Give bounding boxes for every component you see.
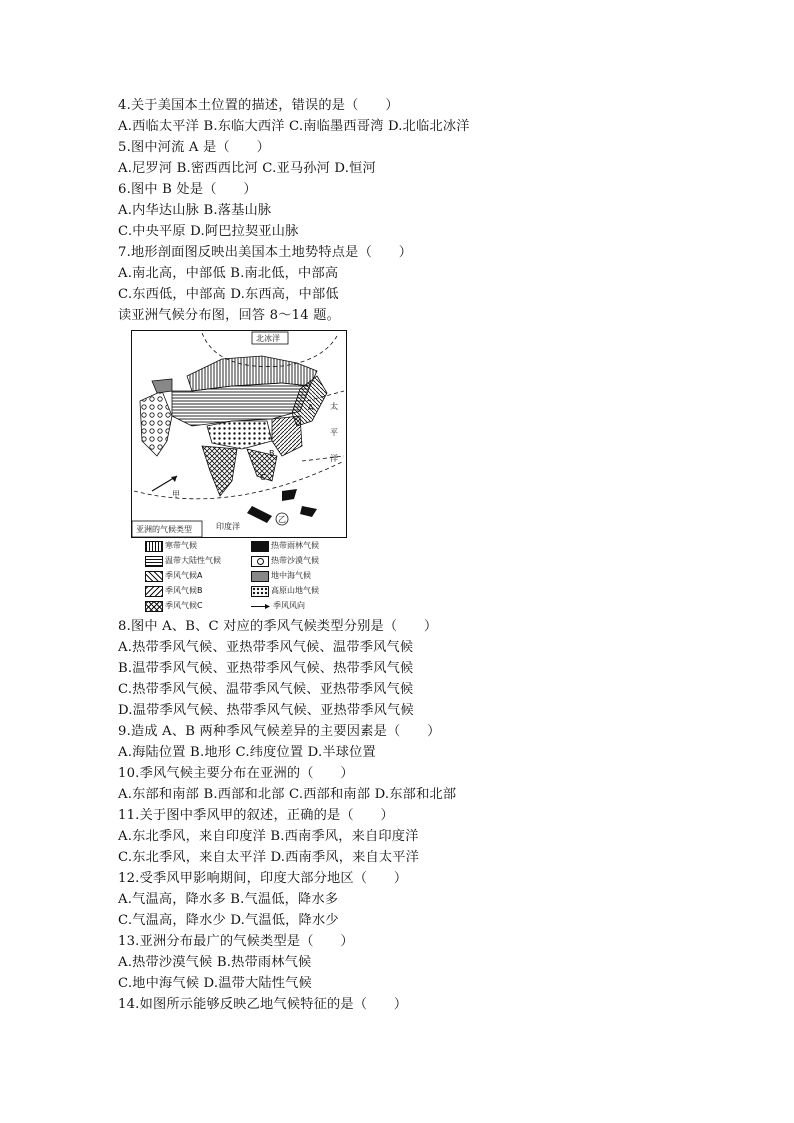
options-10: A.东部和南部 B.西部和北部 C.西部和南部 D.东部和北部 <box>118 787 457 802</box>
question-11: 11.关于图中季风甲的叙述，正确的是（ ） <box>118 808 394 823</box>
legend-label-plateau: 高原山地气候 <box>271 586 319 595</box>
legend-label-rainforest: 热带雨林气候 <box>271 541 319 550</box>
options-6b: C.中央平原 D.阿巴拉契亚山脉 <box>118 224 299 239</box>
label-C: C <box>260 473 266 482</box>
question-8: 8.图中 A、B、C 对应的季风气候类型分别是（ ） <box>118 619 438 634</box>
legend-arrow-icon <box>251 602 271 611</box>
question-13: 13.亚洲分布最广的气候类型是（ ） <box>118 934 354 949</box>
legend-label-continental: 温带大陆性气候 <box>165 556 221 565</box>
legend-swatch-continental <box>145 556 163 567</box>
question-7: 7.地形剖面图反映出美国本土地势特点是（ ） <box>118 245 413 260</box>
legend-swatch-plateau <box>251 586 269 597</box>
question-9: 9.造成 A、B 两种季风气候差异的主要因素是（ ） <box>118 724 441 739</box>
section-intro: 读亚洲气候分布图，回答 8～14 题。 <box>118 308 340 323</box>
options-11a: A.东北季风，来自印度洋 B.西南季风，来自印度洋 <box>118 829 419 844</box>
label-yi: 乙 <box>278 515 286 524</box>
legend-swatch-desert <box>251 556 269 567</box>
options-6a: A.内华达山脉 B.落基山脉 <box>118 203 272 218</box>
question-12: 12.受季风甲影响期间，印度大部分地区（ ） <box>118 871 408 886</box>
question-6: 6.图中 B 处是（ ） <box>118 182 257 197</box>
question-5: 5.图中河流 A 是（ ） <box>118 140 270 155</box>
options-9: A.海陆位置 B.地形 C.纬度位置 D.半球位置 <box>118 745 376 760</box>
options-7b: C.东西低，中部高 D.东西高，中部低 <box>118 287 339 302</box>
options-8d: D.温带季风气候、热带季风气候、亚热带季风气候 <box>118 703 414 718</box>
label-pacific-3: 洋 <box>330 454 338 463</box>
options-13a: A.热带沙漠气候 B.热带雨林气候 <box>118 955 312 970</box>
options-8c: C.热带季风气候、温带季风气候、亚热带季风气候 <box>118 682 414 697</box>
label-pacific-1: 太 <box>330 402 338 411</box>
label-A: A <box>308 403 314 412</box>
options-12b: C.气温高，降水少 D.气温低，降水少 <box>118 913 339 928</box>
label-pacific-2: 平 <box>330 428 338 437</box>
asia-climate-map <box>131 330 347 610</box>
label-arctic-ocean: 北冰洋 <box>256 334 280 343</box>
options-8a: A.热带季风气候、亚热带季风气候、温带季风气候 <box>118 640 414 655</box>
options-11b: C.东北季风，来自太平洋 D.西南季风，来自太平洋 <box>118 850 420 865</box>
legend-swatch-mediterranean <box>251 571 269 582</box>
legend-label-monsoon-direction: 季风风向 <box>273 601 305 610</box>
legend-label-desert: 热带沙漠气候 <box>271 556 319 565</box>
legend-label-mediterranean: 地中海气候 <box>271 571 311 580</box>
options-13b: C.地中海气候 D.温带大陆性气候 <box>118 976 312 991</box>
options-5: A.尼罗河 B.密西西比河 C.亚马孙河 D.恒河 <box>118 161 376 176</box>
legend-label-cold: 寒带气候 <box>165 541 197 550</box>
options-8b: B.温带季风气候、亚热带季风气候、热带季风气候 <box>118 661 414 676</box>
label-jia: 甲 <box>172 490 180 499</box>
legend-swatch-monsoon-c <box>145 601 163 612</box>
legend-label-monsoon-b: 季风气候B <box>165 586 203 595</box>
legend-label-monsoon-c: 季风气候C <box>165 601 203 610</box>
label-indian-ocean: 印度洋 <box>216 522 240 531</box>
label-B: B <box>269 449 275 458</box>
legend-swatch-cold <box>145 541 163 552</box>
legend-label-monsoon-a: 季风气候A <box>165 571 203 580</box>
question-4: 4.关于美国本土位置的描述，错误的是（ ） <box>118 98 399 113</box>
options-7a: A.南北高，中部低 B.南北低，中部高 <box>118 266 339 281</box>
options-12a: A.气温高，降水多 B.气温低，降水多 <box>118 892 339 907</box>
question-14: 14.如图所示能够反映乙地气候特征的是（ ） <box>118 997 408 1012</box>
legend-swatch-monsoon-a <box>145 571 163 582</box>
question-10: 10.季风气候主要分布在亚洲的（ ） <box>118 766 354 781</box>
legend-swatch-monsoon-b <box>145 586 163 597</box>
legend-swatch-rainforest <box>251 541 269 552</box>
options-4: A.西临太平洋 B.东临大西洋 C.南临墨西哥湾 D.北临北冰洋 <box>118 119 470 134</box>
map-title: 亚洲的气候类型 <box>136 525 192 534</box>
map-drawing <box>132 331 346 537</box>
map-frame <box>131 330 347 538</box>
